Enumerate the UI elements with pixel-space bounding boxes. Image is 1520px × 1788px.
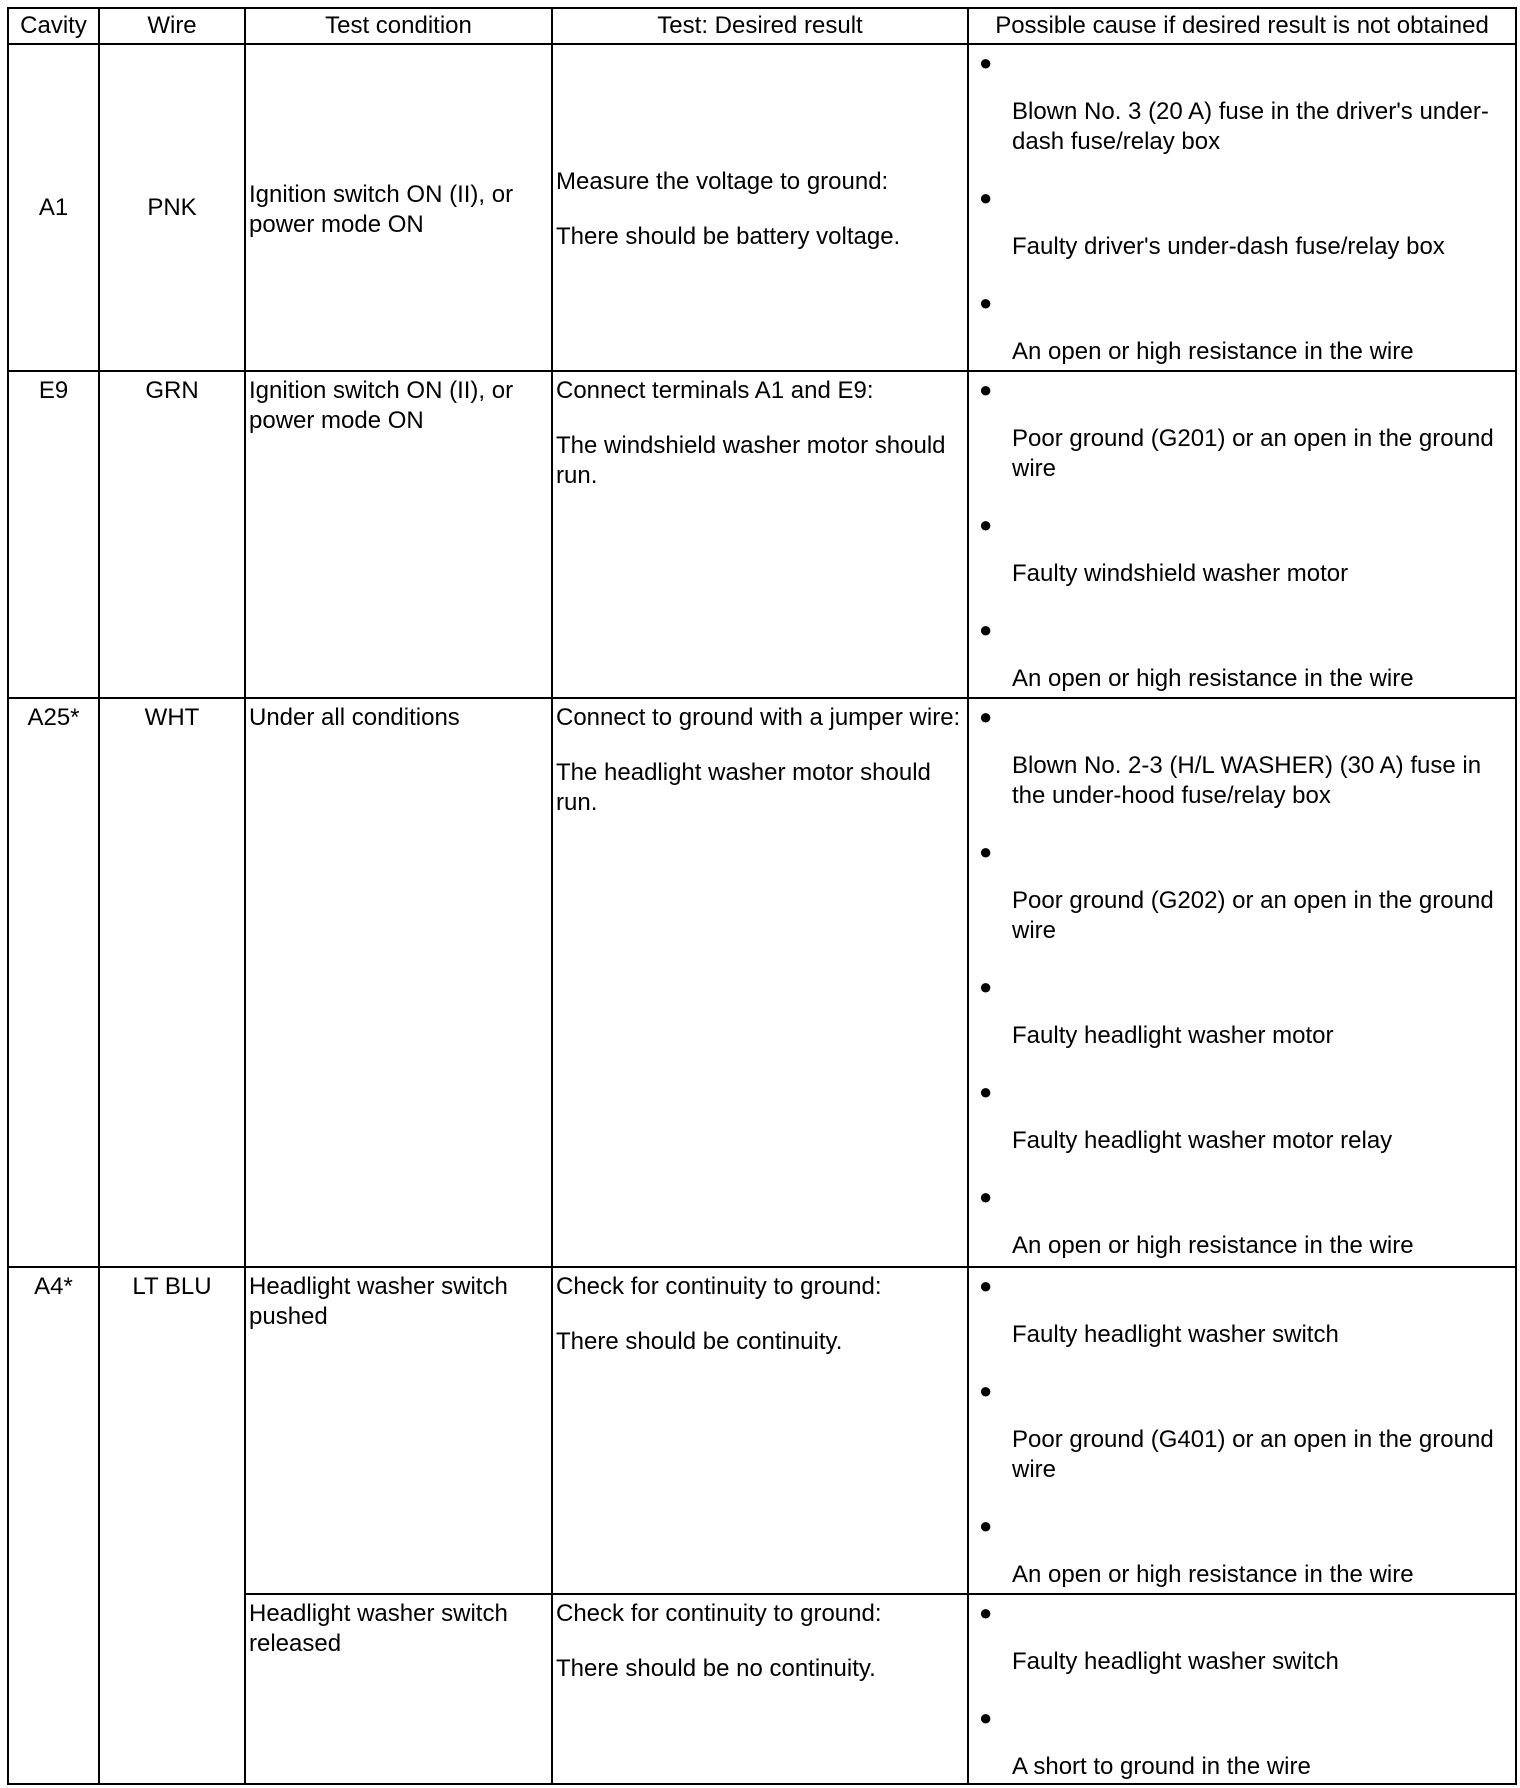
- bullet-icon: ●: [979, 512, 993, 537]
- result-cell: [552, 371, 968, 698]
- cause-item: [979, 374, 1509, 484]
- wire-cell: WHT: [99, 698, 245, 1267]
- cause-cell: [968, 371, 1516, 698]
- cause-item: [979, 1270, 1509, 1350]
- bullet-icon: ●: [979, 1079, 993, 1104]
- cause-cell: [968, 1267, 1516, 1594]
- cause-text: Poor ground (G401) or an open in the ground wire: [1012, 1426, 1494, 1483]
- header-wire: Wire: [99, 8, 245, 44]
- result-cell: [552, 698, 968, 1267]
- cause-text: Faulty driver's under-dash fuse/relay box: [1012, 233, 1445, 260]
- bullet-icon: ●: [979, 1273, 993, 1298]
- bullet-icon: ●: [979, 974, 993, 999]
- result-expectation: There should be battery voltage.: [556, 223, 901, 250]
- wire-cell: PNK: [99, 44, 245, 371]
- cause-text: An open or high resistance in the wire: [1012, 665, 1414, 692]
- cause-item: [979, 1510, 1509, 1590]
- condition-cell: [245, 371, 552, 698]
- cause-text: Blown No. 2-3 (H/L WASHER) (30 A) fuse in the under-hood fuse/relay box: [1012, 752, 1482, 809]
- cause-text: Poor ground (G201) or an open in the ground wire: [1012, 425, 1494, 482]
- connector-test-table: [7, 7, 1517, 1785]
- cause-text: An open or high resistance in the wire: [1012, 338, 1414, 365]
- condition-cell: [245, 44, 552, 371]
- cause-text: Faulty headlight washer switch: [1012, 1648, 1339, 1675]
- cause-item: [979, 509, 1509, 589]
- cavity-cell: E9: [8, 371, 99, 698]
- bullet-icon: ●: [979, 617, 993, 642]
- result-instruction: Check for continuity to ground:: [556, 1273, 882, 1300]
- table-row: [8, 1267, 1516, 1594]
- cavity-cell: A4*: [8, 1267, 99, 1784]
- wire-cell: GRN: [99, 371, 245, 698]
- cause-text: Faulty windshield washer motor: [1012, 560, 1349, 587]
- cause-item: [979, 1597, 1509, 1677]
- condition-text: Headlight washer switch pushed: [249, 1273, 508, 1330]
- cause-text: An open or high resistance in the wire: [1012, 1561, 1414, 1588]
- bullet-icon: ●: [979, 839, 993, 864]
- bullet-icon: ●: [979, 704, 993, 729]
- header-test-condition: Test condition: [245, 8, 552, 44]
- header-possible-cause: Possible cause if desired result is not obtained: [968, 8, 1516, 44]
- table-row: [8, 698, 1516, 1267]
- result-cell: [552, 1594, 968, 1784]
- bullet-icon: ●: [979, 290, 993, 315]
- result-cell: [552, 1267, 968, 1594]
- cause-item: [979, 1702, 1509, 1782]
- cause-item: [979, 1375, 1509, 1485]
- bullet-icon: ●: [979, 1184, 993, 1209]
- cause-cell: [968, 698, 1516, 1267]
- cause-text: An open or high resistance in the wire: [1012, 1232, 1414, 1259]
- bullet-icon: ●: [979, 50, 993, 75]
- result-instruction: Check for continuity to ground:: [556, 1600, 882, 1627]
- cause-cell: [968, 44, 1516, 371]
- cavity-cell: A25*: [8, 698, 99, 1267]
- result-expectation: There should be continuity.: [556, 1328, 843, 1355]
- cause-item: [979, 836, 1509, 946]
- condition-text: Ignition switch ON (II), or power mode ON: [249, 180, 514, 238]
- bullet-icon: ●: [979, 1513, 993, 1538]
- cause-item: [979, 614, 1509, 694]
- cause-item: [979, 47, 1509, 157]
- header-cavity: Cavity: [8, 8, 99, 44]
- cause-text: Blown No. 3 (20 A) fuse in the driver's under-dash fuse/relay box: [1012, 98, 1489, 155]
- cause-item: [979, 287, 1509, 367]
- bullet-icon: ●: [979, 185, 993, 210]
- table-row: [8, 371, 1516, 698]
- cause-text: Faulty headlight washer switch: [1012, 1321, 1339, 1348]
- wire-cell: LT BLU: [99, 1267, 245, 1784]
- cause-cell: [968, 1594, 1516, 1784]
- bullet-icon: ●: [979, 1600, 993, 1625]
- cause-text: A short to ground in the wire: [1012, 1753, 1311, 1780]
- condition-text: Under all conditions: [249, 704, 460, 731]
- result-expectation: There should be no continuity.: [556, 1655, 876, 1682]
- result-expectation: The windshield washer motor should run.: [556, 432, 946, 489]
- cause-item: [979, 1076, 1509, 1156]
- result-instruction: Connect to ground with a jumper wire:: [556, 704, 961, 731]
- condition-cell: [245, 1267, 552, 1594]
- cause-item: [979, 971, 1509, 1051]
- bullet-icon: ●: [979, 1378, 993, 1403]
- cause-text: Faulty headlight washer motor relay: [1012, 1127, 1393, 1154]
- cause-text: Poor ground (G202) or an open in the ground wire: [1012, 887, 1494, 944]
- condition-text: Ignition switch ON (II), or power mode ON: [249, 377, 514, 434]
- table-row: [8, 44, 1516, 371]
- condition-cell: [245, 1594, 552, 1784]
- header-desired-result: Test: Desired result: [552, 8, 968, 44]
- condition-text: Headlight washer switch released: [249, 1600, 508, 1657]
- cause-item: [979, 1181, 1509, 1261]
- bullet-icon: ●: [979, 1705, 993, 1730]
- result-expectation: The headlight washer motor should run.: [556, 759, 931, 816]
- condition-cell: [245, 698, 552, 1267]
- cavity-cell: A1: [8, 44, 99, 371]
- result-instruction: Measure the voltage to ground:: [556, 168, 889, 195]
- cause-text: Faulty headlight washer motor: [1012, 1022, 1334, 1049]
- result-instruction: Connect terminals A1 and E9:: [556, 377, 874, 404]
- result-cell: [552, 44, 968, 371]
- cause-item: [979, 182, 1509, 262]
- bullet-icon: ●: [979, 377, 993, 402]
- header-row: [8, 8, 1516, 44]
- cause-item: [979, 701, 1509, 811]
